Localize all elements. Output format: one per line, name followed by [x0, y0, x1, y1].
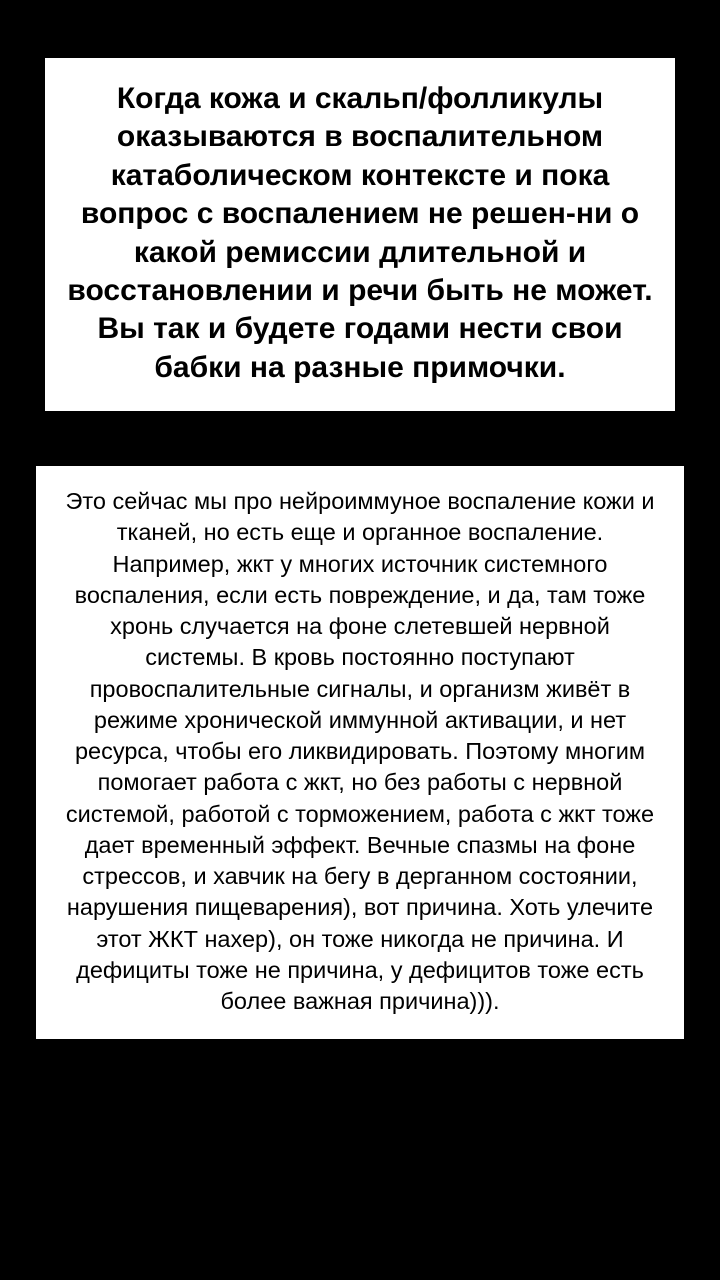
headline-text-card [45, 58, 675, 411]
body-text-card [36, 466, 684, 1039]
headline-text: Когда кожа и скальп/фолликулы оказываются в воспалительном катаболическом контексте и пока вопрос с воспалением не решен-ни о какой ремиссии длительной и восстановлении и речи быть не может. Вы так и будете годами нести свои бабки на разные примочки. [67, 82, 653, 384]
body-text: Это сейчас мы про нейроиммуное воспаление кожи и тканей, но есть еще и органное воспаление. Например, жкт у многих источник системного воспаления, если есть повреждение, и да, там тоже хронь случается на фоне слетевшей нервной системы. В кровь постоянно поступают провоспалительные сигналы, и организм живёт в режиме хронической иммунной активации, и нет ресурса, чтобы его ликвидировать. Поэтому многим помогает работа с жкт, но без работы с нервной системой, работой с торможением, работа с жкт тоже дает временный эффект. Вечные спазмы на фоне стрессов, и хавчик на бегу в дерганном состоянии, нарушения пищеварения), вот причина. Хоть улечите этот ЖКТ нахер), он тоже никогда не причина. И дефициты тоже не причина, у дефицитов тоже есть более важная причина))). [65, 488, 655, 1015]
